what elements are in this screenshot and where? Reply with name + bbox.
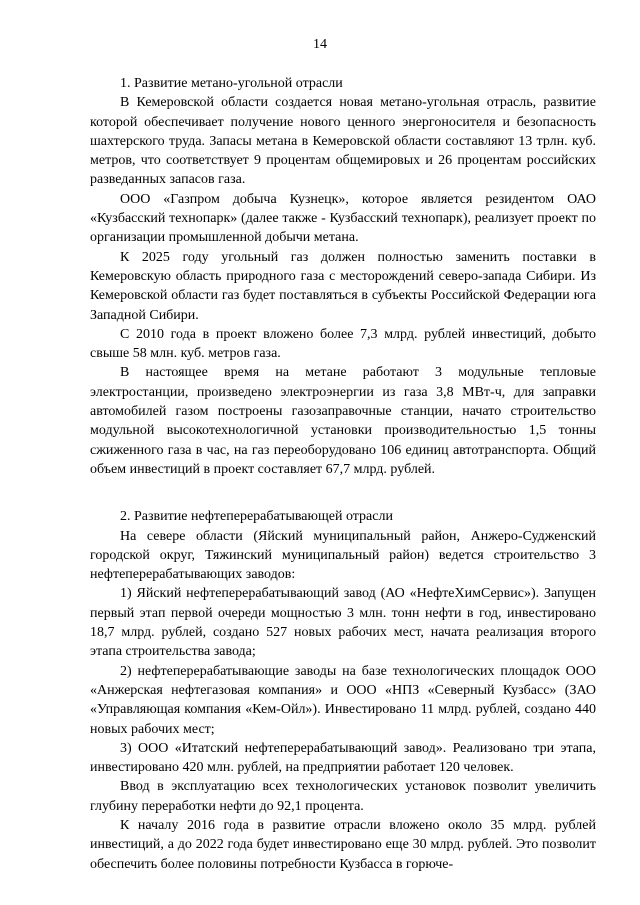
paragraph: С 2010 года в проект вложено более 7,3 млрд. рублей инвестиций, добыто свыше 58 млн. куб. метров газа. (90, 326, 596, 362)
paragraph: К 2025 году угольный газ должен полностью заменить поставки в Кемеровскую область природного газа с месторождений северо-запада Сибири. Из Кемеровской области газ будет поставляться в субъекты Российской Федерации юга Западной Сибири. (90, 249, 596, 323)
list-item: 1) Яйский нефтеперерабатывающий завод (АО «НефтеХимСервис»). Запущен первый этап первой очереди мощностью 3 млн. тонн нефти в год, инвестировано 18,7 млрд. рублей, создано 527 новых рабочих мест, начата реализация второго этапа строительства завода; (90, 586, 596, 660)
paragraph: К началу 2016 года в развитие отрасли вложено около 35 млрд. рублей инвестиций, а до 2022 года будет инвестировано еще 30 млрд. рублей. Это позволит обеспечить более половины потребности Кузбасса в горюче- (90, 817, 596, 872)
section-heading-oil-refining: 2. Развитие нефтеперерабатывающей отрасли (120, 509, 393, 525)
section-spacer (90, 479, 596, 507)
page-number: 14 (313, 37, 327, 52)
paragraph: ООО «Газпром добыча Кузнецк», которое является резидентом ОАО «Кузбасский технопарк» (далее также - Кузбасский технопарк), реализует проект по организации промышленной добычи метана. (90, 191, 596, 246)
paragraph: На севере области (Яйский муниципальный район, Анжеро-Судженский городской округ, Тяжинский муниципальный район) ведется строительство 3 нефтеперерабатывающих заводов: (90, 528, 596, 583)
page-body (90, 74, 596, 874)
section-heading-methane-coal: 1. Развитие метано-угольной отрасли (120, 76, 343, 91)
list-item: 2) нефтеперерабатывающие заводы на базе технологических площадок ООО «Анжерская нефтегазовая компания» и ООО «НПЗ «Северный Кузбасс» (ЗАО «Управляющая компания «Кем-Ойл»). Инвестировано 11 млрд. рублей, создано 440 новых рабочих мест; (90, 663, 596, 737)
list-item: 3) ООО «Итатский нефтеперерабатывающий завод». Реализовано три этапа, инвестировано 420 млн. рублей, на предприятии работает 120 человек. (90, 740, 596, 776)
paragraph: Ввод в эксплуатацию всех технологических установок позволит увеличить глубину переработки нефти до 92,1 процента. (90, 779, 596, 814)
paragraph: В Кемеровской области создается новая метано-угольная отрасль, развитие которой обеспечивает получение нового ценного энергоносителя и безопасность шахтерского труда. Запасы метана в Кемеровской области составляют 13 трлн. куб. метров, что соответствует 9 процентам общемировых и 26 процентам российских разведанных запасов газа. (90, 95, 596, 188)
paragraph: В настоящее время на метане работают 3 модульные тепловые электростанции, произведено электроэнергии из газа 3,8 МВт-ч, для заправки автомобилей газом построены газозаправочные станции, начато строительство модульной высокотехнологичной установки производительностью 1,5 тонны сжиженного газа в час, на газ переоборудовано 106 единиц автотранспорта. Общий объем инвестиций в проект составляет 67,7 млрд. рублей. (90, 365, 596, 477)
